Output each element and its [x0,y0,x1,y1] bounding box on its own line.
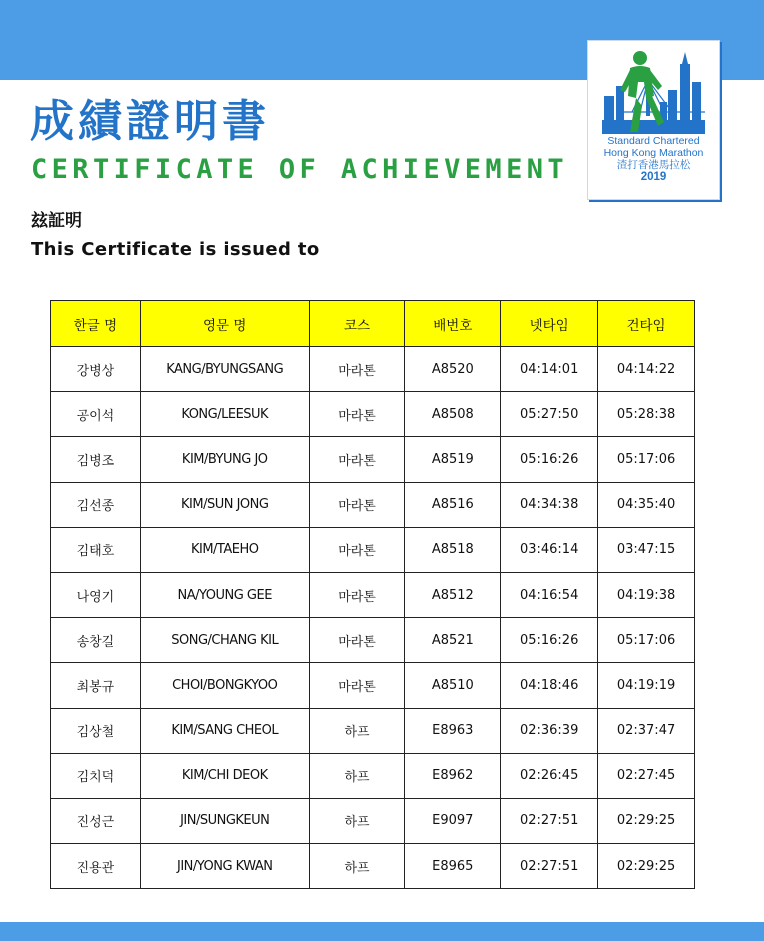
cell-english-name: KIM/SUN JONG [140,482,309,527]
cell-net-time: 05:16:26 [501,618,598,663]
runner-skyline-icon [602,46,705,134]
certificate-title-cjk: 成績證明書 [30,96,270,147]
cell-english-name: KIM/BYUNG JO [140,437,309,482]
logo-line-1: Standard Chartered [607,135,700,147]
bottom-color-band [0,922,764,941]
table-row [51,527,695,572]
cell-net-time: 02:27:51 [501,844,598,889]
cell-english-name: KONG/LEESUK [140,392,309,437]
cell-korean-name: 김상철 [51,708,141,753]
cell-gun-time: 04:14:22 [598,347,695,392]
cell-korean-name: 진용관 [51,844,141,889]
table-row [51,753,695,798]
table-row [51,347,695,392]
cell-gun-time: 05:17:06 [598,618,695,663]
cell-bib-number: A8518 [405,527,501,572]
cell-gun-time: 02:27:45 [598,753,695,798]
table-row [51,618,695,663]
cell-course: 하프 [309,844,405,889]
cell-english-name: JIN/SUNGKEUN [140,798,309,843]
cell-course: 마라톤 [309,347,405,392]
cell-net-time: 02:36:39 [501,708,598,753]
column-header-net-time: 넷타임 [501,301,598,347]
cell-english-name: SONG/CHANG KIL [140,618,309,663]
table-row [51,482,695,527]
cell-gun-time: 03:47:15 [598,527,695,572]
cell-korean-name: 송창길 [51,618,141,663]
certificate-title-en: CERTIFICATE OF ACHIEVEMENT [31,154,569,185]
cell-gun-time: 02:37:47 [598,708,695,753]
cell-net-time: 02:26:45 [501,753,598,798]
cell-korean-name: 진성근 [51,798,141,843]
cell-korean-name: 강병상 [51,347,141,392]
column-header-course: 코스 [309,301,405,347]
cell-course: 마라톤 [309,482,405,527]
cell-net-time: 04:14:01 [501,347,598,392]
cell-english-name: KIM/CHI DEOK [140,753,309,798]
cell-net-time: 04:34:38 [501,482,598,527]
cell-bib-number: A8510 [405,663,501,708]
cell-english-name: KIM/TAEHO [140,527,309,572]
cell-bib-number: A8520 [405,347,501,392]
logo-line-2: Hong Kong Marathon [603,147,704,159]
table-row [51,663,695,708]
column-header-gun-time: 건타임 [598,301,695,347]
marathon-logo [587,40,720,200]
cell-english-name: JIN/YONG KWAN [140,844,309,889]
cell-net-time: 02:27:51 [501,798,598,843]
cell-korean-name: 김병조 [51,437,141,482]
cell-course: 하프 [309,753,405,798]
cell-net-time: 05:16:26 [501,437,598,482]
cell-bib-number: E8965 [405,844,501,889]
table-row [51,392,695,437]
cell-bib-number: E8962 [405,753,501,798]
cell-net-time: 04:16:54 [501,572,598,617]
cell-course: 마라톤 [309,572,405,617]
cell-gun-time: 05:28:38 [598,392,695,437]
table-row [51,437,695,482]
cell-course: 마라톤 [309,663,405,708]
attestation-cjk: 玆証明 [31,211,82,231]
logo-line-3: 渣打香港馬拉松 [616,159,691,171]
cell-gun-time: 02:29:25 [598,798,695,843]
column-header-english-name: 영문 명 [140,301,309,347]
table-row [51,844,695,889]
cell-course: 마라톤 [309,618,405,663]
cell-gun-time: 04:19:38 [598,572,695,617]
cell-english-name: NA/YOUNG GEE [140,572,309,617]
logo-year: 2019 [640,171,667,183]
table-header-row [51,301,695,347]
cell-gun-time: 04:35:40 [598,482,695,527]
cell-bib-number: A8508 [405,392,501,437]
cell-net-time: 03:46:14 [501,527,598,572]
cell-korean-name: 김선종 [51,482,141,527]
cell-korean-name: 김치덕 [51,753,141,798]
cell-gun-time: 04:19:19 [598,663,695,708]
cell-course: 하프 [309,708,405,753]
cell-korean-name: 김태호 [51,527,141,572]
cell-english-name: KIM/SANG CHEOL [140,708,309,753]
cell-bib-number: A8512 [405,572,501,617]
cell-bib-number: A8516 [405,482,501,527]
cell-course: 마라톤 [309,392,405,437]
column-header-korean-name: 한글 명 [51,301,141,347]
table-row [51,798,695,843]
cell-net-time: 04:18:46 [501,663,598,708]
cell-course: 하프 [309,798,405,843]
cell-english-name: KANG/BYUNGSANG [140,347,309,392]
table-row [51,572,695,617]
cell-korean-name: 최봉규 [51,663,141,708]
column-header-bib-number: 배번호 [405,301,501,347]
cell-bib-number: A8521 [405,618,501,663]
cell-english-name: CHOI/BONGKYOO [140,663,309,708]
cell-net-time: 05:27:50 [501,392,598,437]
cell-bib-number: E8963 [405,708,501,753]
cell-korean-name: 나영기 [51,572,141,617]
cell-course: 마라톤 [309,527,405,572]
cell-gun-time: 05:17:06 [598,437,695,482]
cell-bib-number: E9097 [405,798,501,843]
cell-bib-number: A8519 [405,437,501,482]
results-table [50,300,695,889]
table-row [51,708,695,753]
cell-gun-time: 02:29:25 [598,844,695,889]
cell-course: 마라톤 [309,437,405,482]
cell-korean-name: 공이석 [51,392,141,437]
attestation-en: This Certificate is issued to [31,239,320,260]
